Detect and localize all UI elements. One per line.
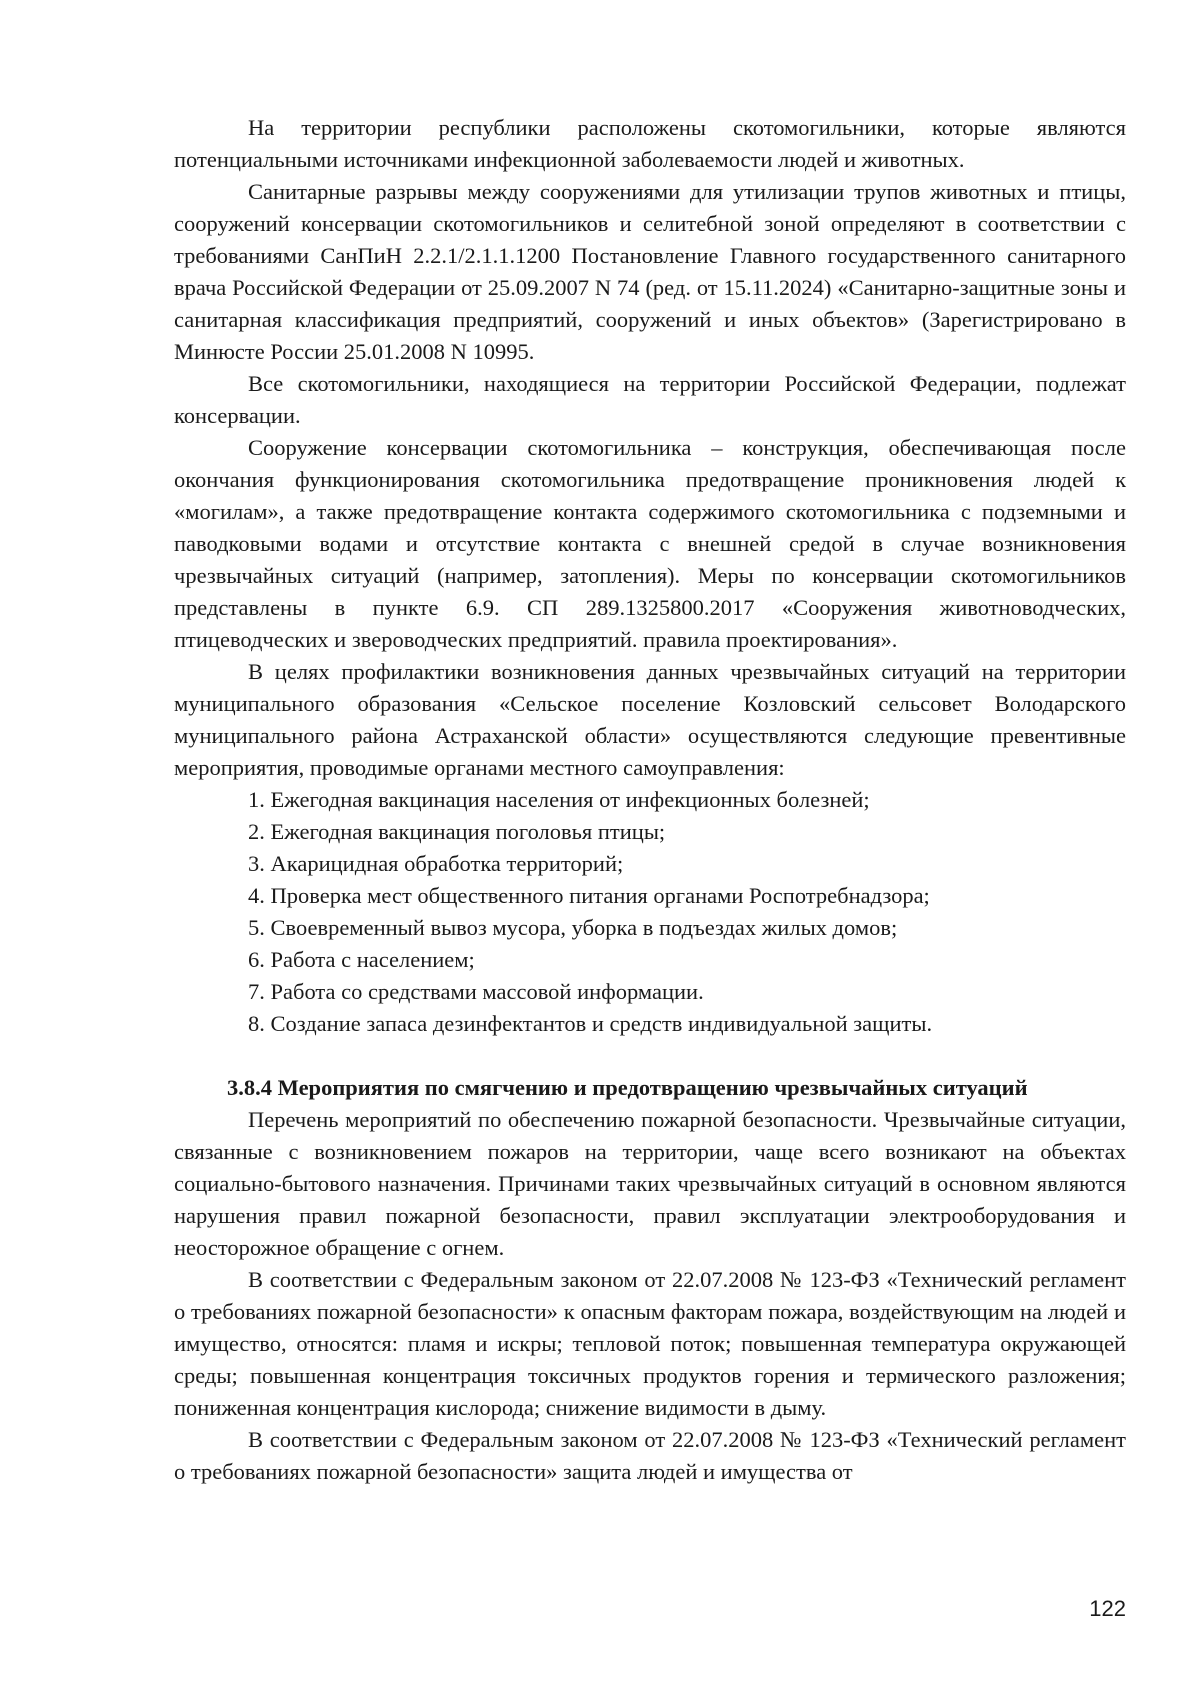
section-heading: 3.8.4 Мероприятия по смягчению и предотвращению чрезвычайных ситуаций (227, 1075, 1028, 1100)
preventive-measures-list (174, 784, 1126, 1040)
list-item: 6. Работа с населением; (248, 947, 475, 972)
list-item: 1. Ежегодная вакцинация населения от инфекционных болезней; (248, 787, 870, 812)
list-item: 8. Создание запаса дезинфектантов и средств индивидуальной защиты. (248, 1011, 933, 1036)
list-item: 2. Ежегодная вакцинация поголовья птицы; (248, 819, 666, 844)
paragraph-fire-protection: В соответствии с Федеральным законом от 22.07.2008 № 123-ФЗ «Технический регламент о требованиях пожарной безопасности» защита людей и имущества от (174, 1427, 1126, 1484)
list-item: 4. Проверка мест общественного питания органами Роспотребнадзора; (248, 883, 930, 908)
list-item: 5. Своевременный вывоз мусора, уборка в подъездах жилых домов; (248, 915, 898, 940)
paragraph-conservation-required: Все скотомогильники, находящиеся на территории Российской Федерации, подлежат консервации. (174, 371, 1126, 428)
paragraph-fire-safety-measures: Перечень мероприятий по обеспечению пожарной безопасности. Чрезвычайные ситуации, связанные с возникновением пожаров на территории, чаще всего возникают на объектах социально-бытового назначения. Причинами таких чрезвычайных ситуаций в основном являются нарушения правил пожарной безопасности, правил эксплуатации электрооборудования и неосторожное обращение с огнем. (174, 1107, 1126, 1260)
paragraph-burial-sites: На территории республики расположены скотомогильники, которые являются потенциальными источниками инфекционной заболеваемости людей и животных. (174, 115, 1126, 172)
paragraph-sanitary-gaps: Санитарные разрывы между сооружениями для утилизации трупов животных и птицы, сооружений консервации скотомогильников и селитебной зоной определяют в соответствии с требованиями СанПиН 2.2.1/2.1.1.1200 Постановление Главного государственного санитарного врача Российской Федерации от 25.09.2007 N 74 (ред. от 15.11.2024) «Санитарно-защитные зоны и санитарная классификация предприятий, сооружений и иных объектов» (Зарегистрировано в Минюсте России 25.01.2008 N 10995. (174, 179, 1126, 364)
list-item: 7. Работа со средствами массовой информации. (248, 979, 704, 1004)
paragraph-fire-hazard-factors: В соответствии с Федеральным законом от 22.07.2008 № 123-ФЗ «Технический регламент о требованиях пожарной безопасности» к опасным факторам пожара, воздействующим на людей и имущество, относятся: пламя и искры; тепловой поток; повышенная температура окружающей среды; повышенная концентрация токсичных продуктов горения и термического разложения; пониженная концентрация кислорода; снижение видимости в дыму. (174, 1267, 1126, 1420)
page-content (174, 112, 1126, 1488)
list-item: 3. Акарицидная обработка территорий; (248, 851, 624, 876)
paragraph-conservation-structure: Сооружение консервации скотомогильника – конструкция, обеспечивающая после окончания функционирования скотомогильника предотвращение проникновения людей к «могилам», а также предотвращение контакта содержимого скотомогильника с подземными и паводковыми водами и отсутствие контакта с внешней средой в случае возникновения чрезвычайных ситуаций (например, затопления). Меры по консервации скотомогильников представлены в пункте 6.9. СП 289.1325800.2017 «Сооружения животноводческих, птицеводческих и звероводческих предприятий. правила проектирования». (174, 435, 1126, 652)
paragraph-preventive-intro: В целях профилактики возникновения данных чрезвычайных ситуаций на территории муниципального образования «Сельское поселение Козловский сельсовет Володарского муниципального района Астраханской области» осуществляются следующие превентивные мероприятия, проводимые органами местного самоуправления: (174, 659, 1126, 780)
page-number: 122 (1089, 1596, 1126, 1621)
